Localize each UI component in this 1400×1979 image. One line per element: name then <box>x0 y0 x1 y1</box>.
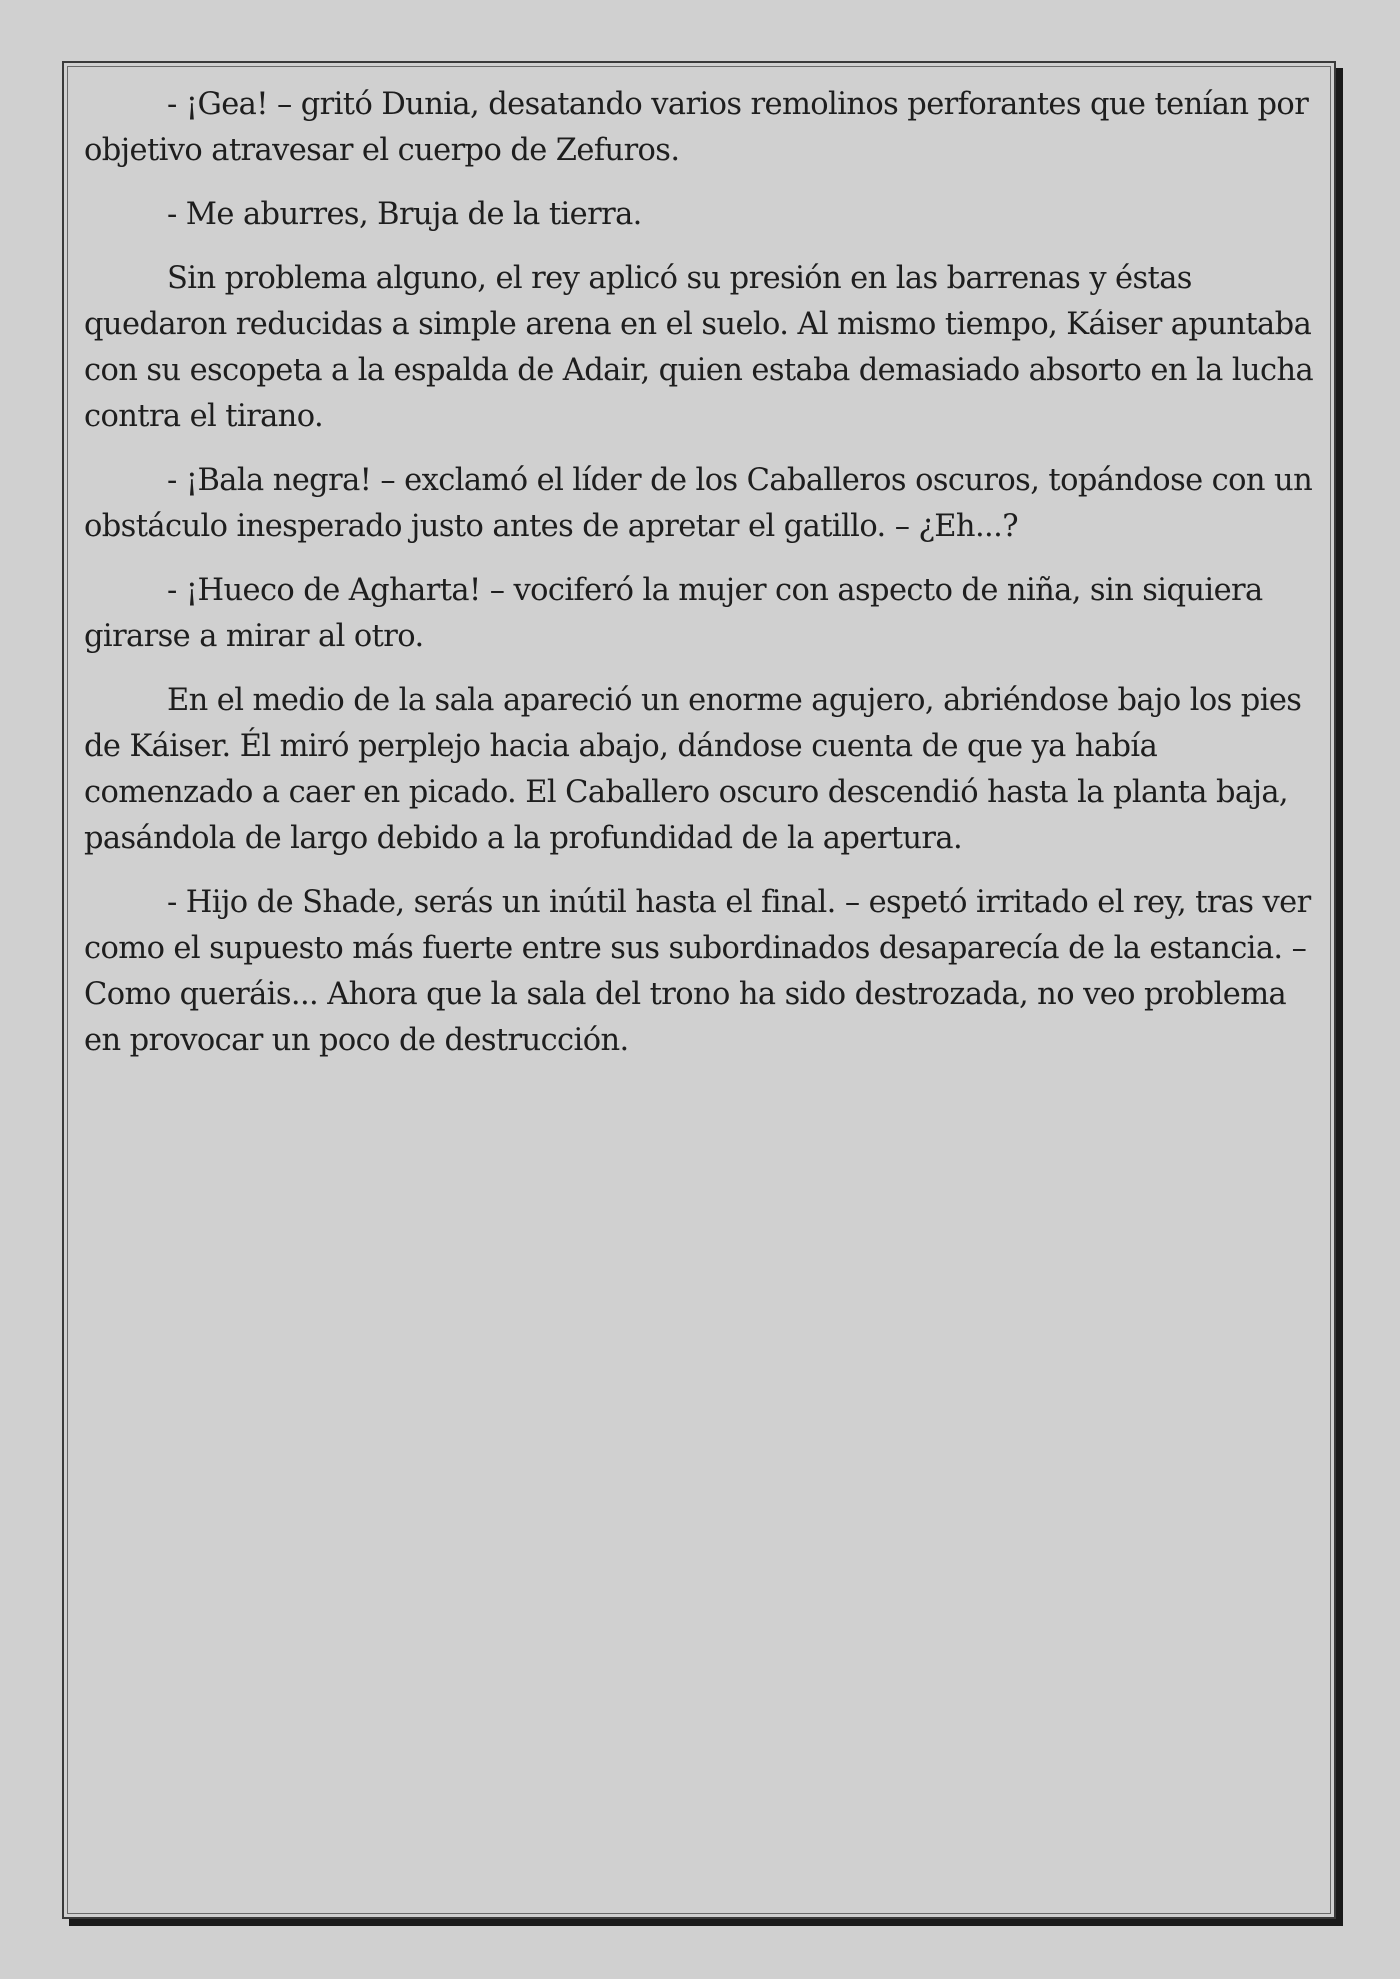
paragraph: - Hijo de Shade, serás un inútil hasta el final. – espetó irritado el rey, tras ver como el supuesto más fuerte entre sus subordinados desaparecía de la estancia. – Como queráis... Ahora que la sala del trono ha sido destrozada, no veo problema en provocar un poco de destrucción. <box>84 885 1311 1058</box>
paragraph: - ¡Hueco de Agharta! – vociferó la mujer con aspecto de niña, sin siquiera girarse a mirar al otro. <box>84 573 1263 654</box>
paragraph: En el medio de la sala apareció un enorme agujero, abriéndose bajo los pies de Káiser. Él miró perplejo hacia abajo, dándose cuenta de que ya había comenzado a caer en picado. El Caballero oscuro descendió hasta la planta baja, pasándola de largo debido a la profundidad de la apertura. <box>84 683 1302 856</box>
paragraph: - ¡Gea! – gritó Dunia, desatando varios remolinos perforantes que tenían por objetivo atravesar el cuerpo de Zefuros. <box>84 87 1309 168</box>
paragraph: - Me aburres, Bruja de la tierra. <box>167 197 642 232</box>
paragraph: Sin problema alguno, el rey aplicó su presión en las barrenas y éstas quedaron reducidas a simple arena en el suelo. Al mismo tiempo, Káiser apuntaba con su escopeta a la espalda de Adair, quien estaba demasiado absorto en la lucha contra el tirano. <box>84 261 1314 434</box>
text-body <box>84 82 1316 1082</box>
paragraph: - ¡Bala negra! – exclamó el líder de los Caballeros oscuros, topándose con un obstáculo inesperado justo antes de apretar el gatillo. – ¿Eh...? <box>84 463 1313 544</box>
